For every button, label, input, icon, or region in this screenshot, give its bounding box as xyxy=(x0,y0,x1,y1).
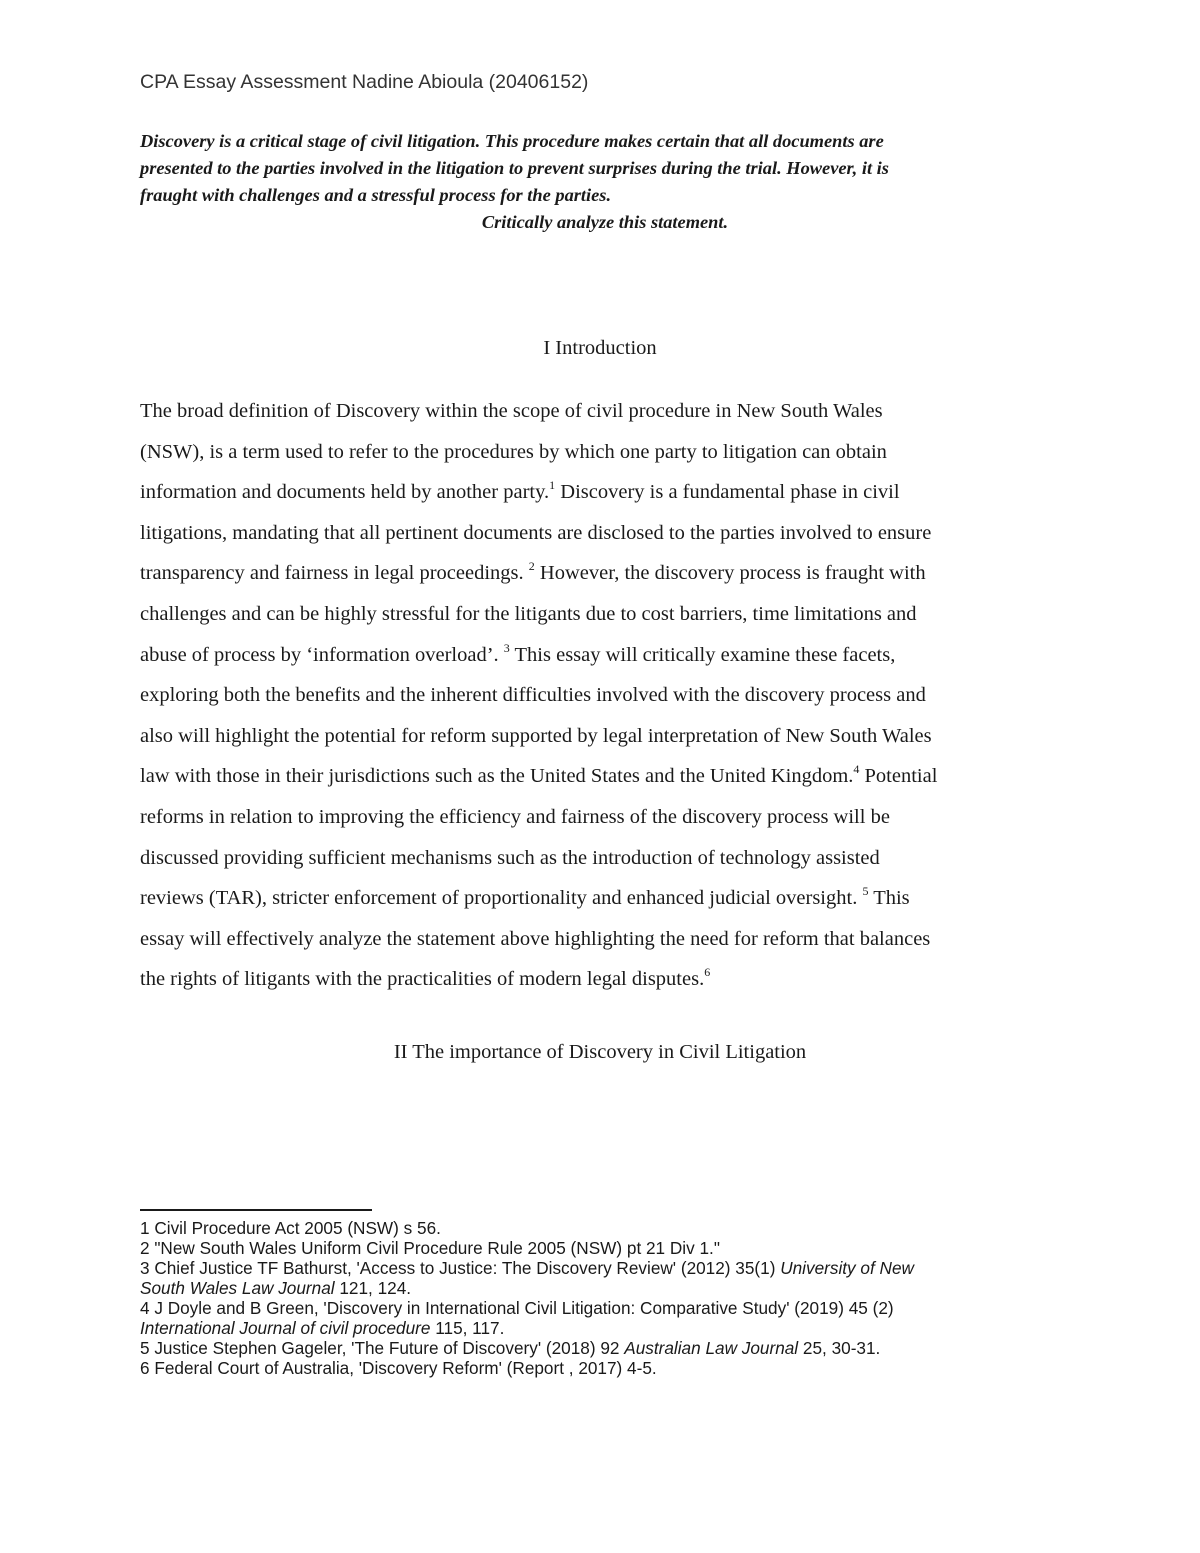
paragraph-line: abuse of process by ‘information overload’. $^3$ This essay will critically examine these facets, xyxy=(140,640,896,666)
footnote-5: 5 Justice Stephen Gageler, 'The Future of Discovery' (2018) 92 Australian Law Journal 25, 30-31. xyxy=(140,1338,881,1358)
question-instruction: Critically analyze this statement. xyxy=(481,212,729,232)
paragraph-line: the rights of litigants with the practicalities of modern legal disputes.$^6$ xyxy=(140,965,711,991)
section-heading-importance: II The importance of Discovery in Civil Litigation xyxy=(393,1041,807,1063)
footnote-3: 3 Chief Justice TF Bathurst, 'Access to Justice: The Discovery Review' (2012) 35(1) University of New xyxy=(140,1258,914,1278)
footnote-2: 2 "New South Wales Uniform Civil Procedure Rule 2005 (NSW) pt 21 Div 1." xyxy=(140,1238,720,1258)
footnote-3-continued: South Wales Law Journal 121, 124. xyxy=(140,1278,412,1298)
paragraph-line: (NSW), is a term used to refer to the procedures by which one party to litigation can obtain xyxy=(140,440,887,463)
footnote-ref-5: 5 xyxy=(862,884,869,899)
question-line-3: fraught with challenges and a stressful process for the parties. xyxy=(140,185,612,205)
paragraph-line: challenges and can be highly stressful for the litigants due to cost barriers, time limitations and xyxy=(140,602,917,625)
footnote-4-continued: International Journal of civil procedure 115, 117. xyxy=(140,1318,505,1338)
paragraph-line: reforms in relation to improving the efficiency and fairness of the discovery process will be xyxy=(140,805,890,828)
footnote-ref-6: 6 xyxy=(704,965,711,980)
footnote-separator xyxy=(140,1209,372,1211)
question-line-1: Discovery is a critical stage of civil litigation. This procedure makes certain that all documents are xyxy=(140,131,884,151)
section-heading-introduction: I Introduction xyxy=(543,337,657,359)
paragraph-line: discussed providing sufficient mechanisms such as the introduction of technology assisted xyxy=(140,846,880,869)
paragraph-line: The broad definition of Discovery within the scope of civil procedure in New South Wales xyxy=(140,400,883,422)
question-line-2: presented to the parties involved in the litigation to prevent surprises during the trial. However, it is xyxy=(140,158,889,178)
footnote-4: 4 J Doyle and B Green, 'Discovery in International Civil Litigation: Comparative Study' (2019) 45 (2) xyxy=(140,1298,894,1318)
paragraph-line: essay will effectively analyze the statement above highlighting the need for reform that balances xyxy=(140,927,931,950)
essay-question xyxy=(140,128,1070,236)
paragraph-line: information and documents held by another party.$^1$ Discovery is a fundamental phase in civil xyxy=(140,478,900,504)
footnote-ref-2: 2 xyxy=(528,559,535,574)
footnotes xyxy=(140,1218,1070,1378)
footnote-ref-4: 4 xyxy=(853,762,860,777)
footnote-ref-1: 1 xyxy=(549,478,556,493)
paragraph-line: reviews (TAR), stricter enforcement of proportionality and enhanced judicial oversight. $^5$ This xyxy=(140,884,910,910)
document-header-title: CPA Essay Assessment Nadine Abioula (20406152) xyxy=(140,71,589,93)
footnote-ref-3: 3 xyxy=(503,640,510,655)
paragraph-line: transparency and fairness in legal proceedings. $^2$ However, the discovery process is fraught with xyxy=(140,559,926,585)
introduction-paragraph xyxy=(140,391,1070,1000)
paragraph-line: exploring both the benefits and the inherent difficulties involved with the discovery process and xyxy=(140,684,926,707)
footnote-6: 6 Federal Court of Australia, 'Discovery Reform' (Report , 2017) 4-5. xyxy=(140,1358,657,1378)
paragraph-line: also will highlight the potential for reform supported by legal interpretation of New South Wales xyxy=(140,724,932,747)
paragraph-line: law with those in their jurisdictions such as the United States and the United Kingdom.$^4$ Potential xyxy=(140,762,938,788)
paragraph-line: litigations, mandating that all pertinent documents are disclosed to the parties involved to ensure xyxy=(140,521,932,544)
footnote-1: 1 Civil Procedure Act 2005 (NSW) s 56. xyxy=(140,1218,441,1238)
